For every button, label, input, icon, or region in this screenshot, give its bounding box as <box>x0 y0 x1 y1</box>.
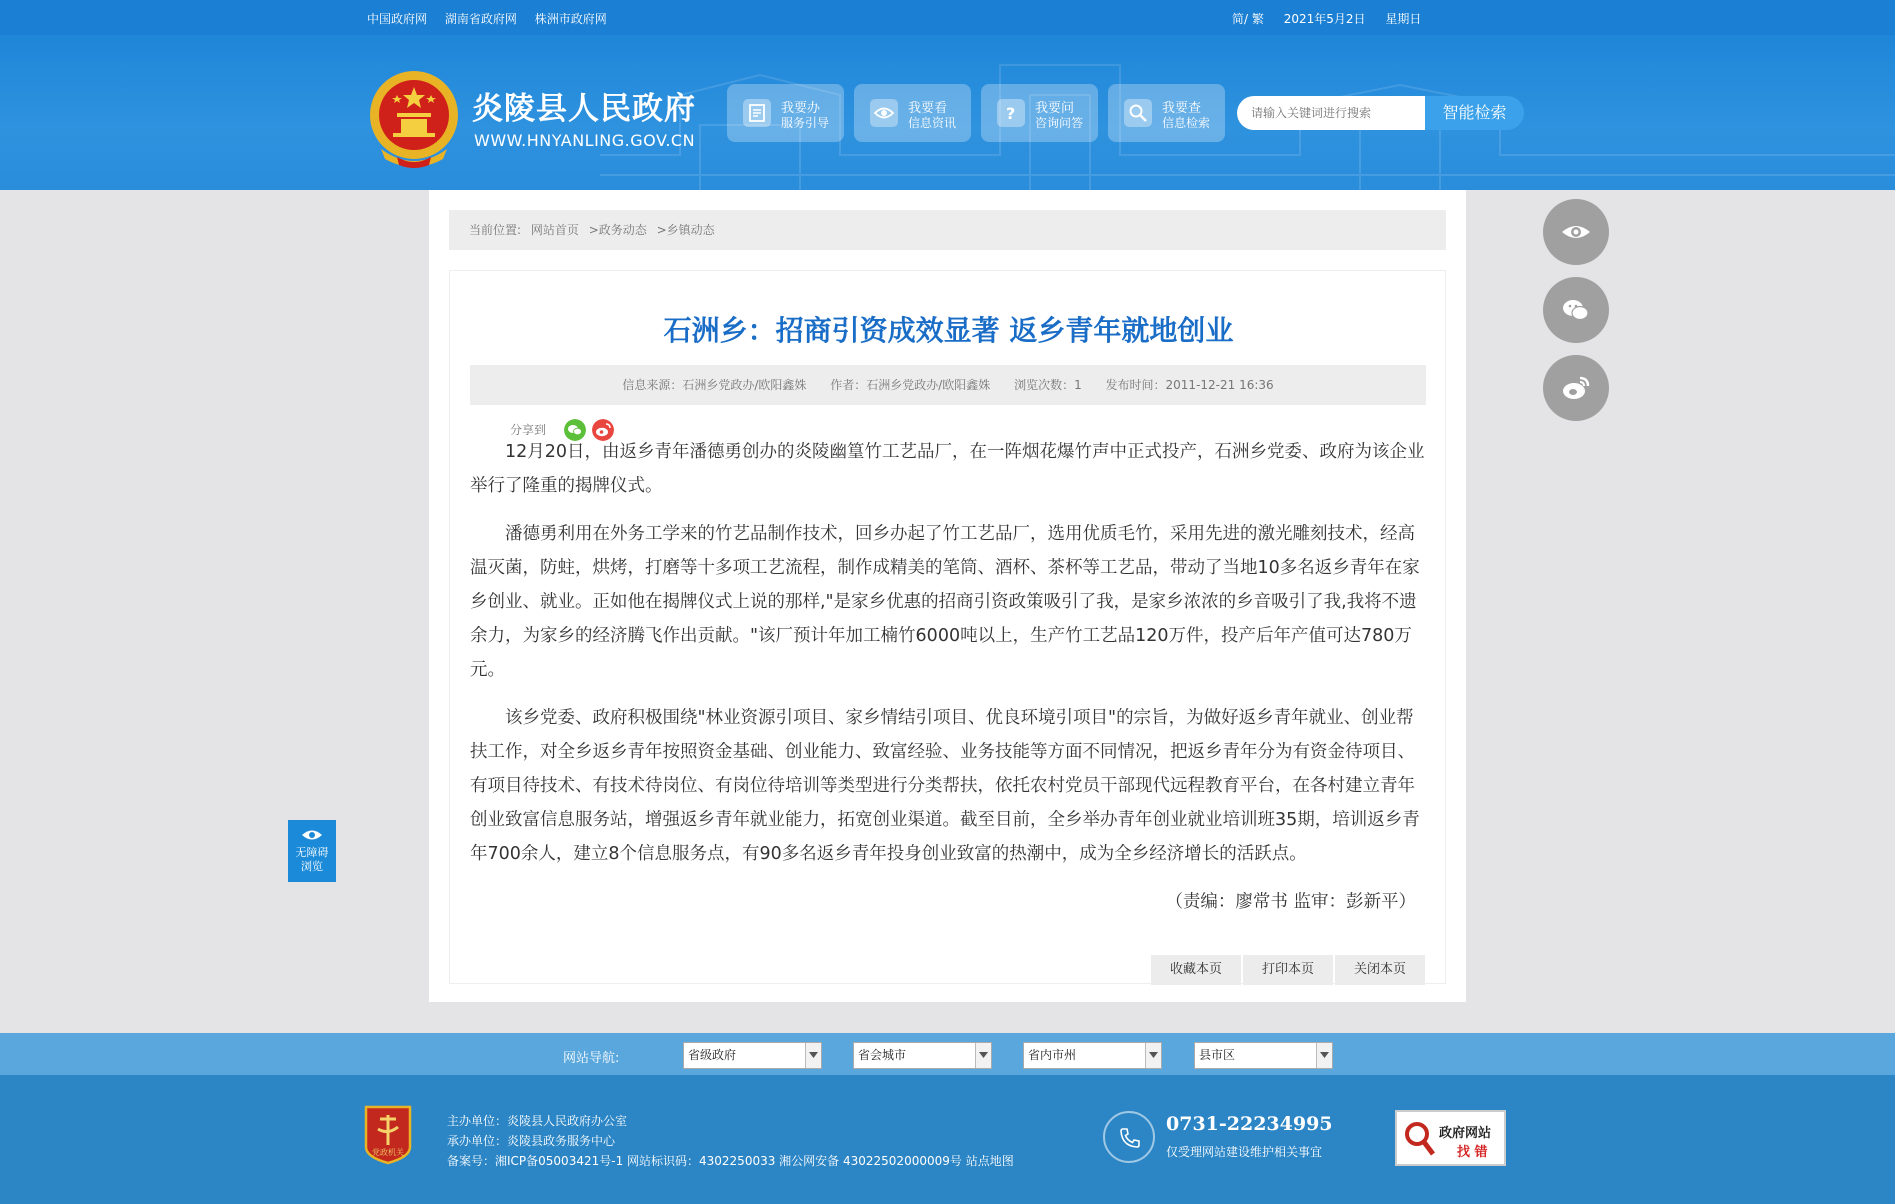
link-china-gov[interactable]: 中国政府网 <box>367 12 428 26</box>
breadcrumb-home[interactable]: 网站首页 <box>530 223 579 237</box>
meta-views: 浏览次数：1 <box>1014 378 1082 392</box>
article-paragraph: 潘德勇利用在外务工学来的竹艺品制作技术，回乡办起了竹工艺品厂，选用优质毛竹，采用先进的激光雕刻技术，经高温灭菌，防蛀，烘烤，打磨等十多项工艺流程，制作成精美的笔筒、酒杯、茶杯等工艺品，带动了当地10多名返乡青年在家乡创业、就业。正如他在揭牌仪式上说的那样,"是家乡优惠的招商引资政策吸引了我，是家乡浓浓的乡音吸引了我,我将不遗余力，为家乡的经济腾飞作出贡献。"该厂预计年加工楠竹6000吨以上，生产竹工艺品120万件，投产后年产值可达780万元。 <box>470 524 1420 680</box>
article-paragraph: 12月20日，由返乡青年潘德勇创办的炎陵幽篁竹工艺品厂，在一阵烟花爆竹声中正式投产，石洲乡党委、政府为该企业举行了隆重的揭牌仪式。 <box>470 442 1425 496</box>
close-page-button[interactable]: 关闭本页 <box>1335 955 1425 985</box>
footer-host: 主办单位：炎陵县人民政府办公室 <box>447 1114 628 1128</box>
quick-button-ask-line1: 我要问 <box>1035 101 1075 116</box>
footer <box>0 1075 1895 1204</box>
float-view-button[interactable] <box>1543 199 1609 265</box>
link-hunan-gov[interactable]: 湖南省政府网 <box>444 12 517 26</box>
print-page-button[interactable]: 打印本页 <box>1243 955 1333 985</box>
breadcrumb-label: 当前位置: <box>469 223 522 237</box>
site-title: 炎陵县人民政府 <box>472 91 696 127</box>
quick-button-search-line2: 信息检索 <box>1162 116 1211 130</box>
quick-button-news-line2: 信息资讯 <box>908 116 957 130</box>
quick-button-ask[interactable] <box>981 84 1098 142</box>
float-wechat-button[interactable] <box>1543 277 1609 343</box>
article-paragraph: 该乡党委、政府积极围绕"林业资源引项目、家乡情结引项目、优良环境引项目"的宗旨，为做好返乡青年就业、创业帮扶工作，对全乡返乡青年按照资金基础、创业能力、致富经验、业务技能等方面不同情况，把返乡青年分为有资金待项目、有项目待技术、有技术待岗位、有岗位待培训等类型进行分类帮扶，依托农村党员干部现代远程教育平台，在各村建立青年创业致富信息服务站，增强返乡青年就业能力，拓宽创业渠道。截至目前，全乡举办青年创业就业培训班35期，培训返乡青年700余人，建立8个信息服务点，有90多名返乡青年投身创业致富的热潮中，成为全乡经济增长的活跃点。 <box>470 708 1420 864</box>
footer-record: 备案号：湘ICP备05003421号-1 网站标识码：4302250033 湘公网安备 43022502000009号 站点地图 <box>447 1154 1014 1168</box>
article-body <box>470 435 1426 933</box>
share-label: 分享到 <box>510 423 547 437</box>
error-report-line1: 政府网站 <box>1439 1126 1492 1141</box>
float-weibo-button[interactable] <box>1543 355 1609 421</box>
top-right <box>1232 10 1437 27</box>
wechat-icon <box>1560 294 1592 326</box>
svg-text:党政机关: 党政机关 <box>372 1148 404 1157</box>
breadcrumb-township-news[interactable]: >乡镇动态 <box>656 223 715 237</box>
footer-phone: 0731-22234995 <box>1166 1113 1333 1135</box>
quick-button-search[interactable] <box>1108 84 1225 142</box>
quick-button-search-line1: 我要查 <box>1162 101 1202 116</box>
current-date: 2021年5月2日 <box>1283 12 1366 26</box>
select-value: 县市区 <box>1199 1048 1236 1062</box>
article-actions <box>1149 955 1425 985</box>
article-title: 石洲乡：招商引资成效显著 返乡青年就地创业 <box>663 314 1234 347</box>
select-province-cities[interactable] <box>1023 1042 1162 1069</box>
footer-phone-note: 仅受理网站建设维护相关事宜 <box>1166 1145 1323 1159</box>
chevron-down-icon <box>975 1043 991 1068</box>
national-emblem-logo <box>367 69 461 171</box>
meta-published: 发布时间：2011-12-21 16:36 <box>1105 378 1274 392</box>
site-url: WWW.HNYANLING.GOV.CN <box>474 131 696 150</box>
chevron-down-icon <box>1145 1043 1161 1068</box>
search-input[interactable] <box>1237 96 1425 130</box>
article <box>449 270 1446 984</box>
quick-button-service-line2: 服务引导 <box>781 116 830 130</box>
footer-organizer: 承办单位：炎陵县政务服务中心 <box>447 1134 616 1148</box>
quick-button-service[interactable] <box>727 84 844 142</box>
quick-button-news-line1: 我要看 <box>908 101 948 116</box>
eye-icon <box>301 828 323 842</box>
link-zhuzhou-gov[interactable]: 株洲市政府网 <box>534 12 607 26</box>
meta-source: 信息来源：石洲乡党政办/欧阳鑫姝 <box>622 378 807 392</box>
error-report-line2: 找 错 <box>1457 1145 1488 1160</box>
party-government-badge-icon[interactable] <box>362 1105 414 1165</box>
select-value: 省会城市 <box>858 1048 907 1062</box>
accessibility-button[interactable] <box>288 820 336 882</box>
search-icon <box>1124 99 1152 127</box>
top-links <box>367 10 621 27</box>
accessibility-label-1: 无障碍 <box>295 846 329 859</box>
weibo-icon <box>1560 372 1592 404</box>
lang-switch[interactable]: 简/ 繁 <box>1232 12 1264 26</box>
phone-icon <box>1103 1111 1155 1163</box>
site-nav-bar <box>0 1033 1895 1075</box>
breadcrumb-gov-news[interactable]: >政务动态 <box>588 223 647 237</box>
select-capital-cities[interactable] <box>853 1042 992 1069</box>
header-banner <box>0 35 1895 190</box>
quick-button-service-line1: 我要办 <box>781 101 821 116</box>
footer-info <box>447 1111 1014 1171</box>
search-button[interactable]: 智能检索 <box>1425 96 1524 130</box>
site-nav-label: 网站导航: <box>563 1051 620 1066</box>
chevron-down-icon <box>1316 1043 1332 1068</box>
select-counties[interactable] <box>1194 1042 1333 1069</box>
quick-button-ask-line2: 咨询问答 <box>1035 116 1084 130</box>
chevron-down-icon <box>805 1043 821 1068</box>
article-signature: （责编：廖常书 监审：彭新平） <box>1165 892 1416 912</box>
select-value: 省内市州 <box>1028 1048 1077 1062</box>
article-meta <box>470 365 1426 405</box>
magnifier-icon <box>1403 1120 1435 1158</box>
eye-icon <box>1560 216 1592 248</box>
select-value: 省级政府 <box>688 1048 737 1062</box>
quick-button-news[interactable] <box>854 84 971 142</box>
breadcrumb <box>449 210 1446 250</box>
current-weekday: 星期日 <box>1385 12 1422 26</box>
top-bar <box>0 0 1895 35</box>
accessibility-label-2: 浏览 <box>301 860 323 873</box>
svg-text:?: ? <box>1006 104 1016 123</box>
select-provincial-gov[interactable] <box>683 1042 822 1069</box>
main-content <box>429 190 1466 1002</box>
document-icon <box>743 99 771 127</box>
bookmark-page-button[interactable]: 收藏本页 <box>1151 955 1241 985</box>
meta-author: 作者：石洲乡党政办/欧阳鑫姝 <box>830 378 991 392</box>
eye-icon <box>870 99 898 127</box>
question-icon <box>997 99 1025 127</box>
gov-site-error-report[interactable] <box>1395 1110 1506 1166</box>
